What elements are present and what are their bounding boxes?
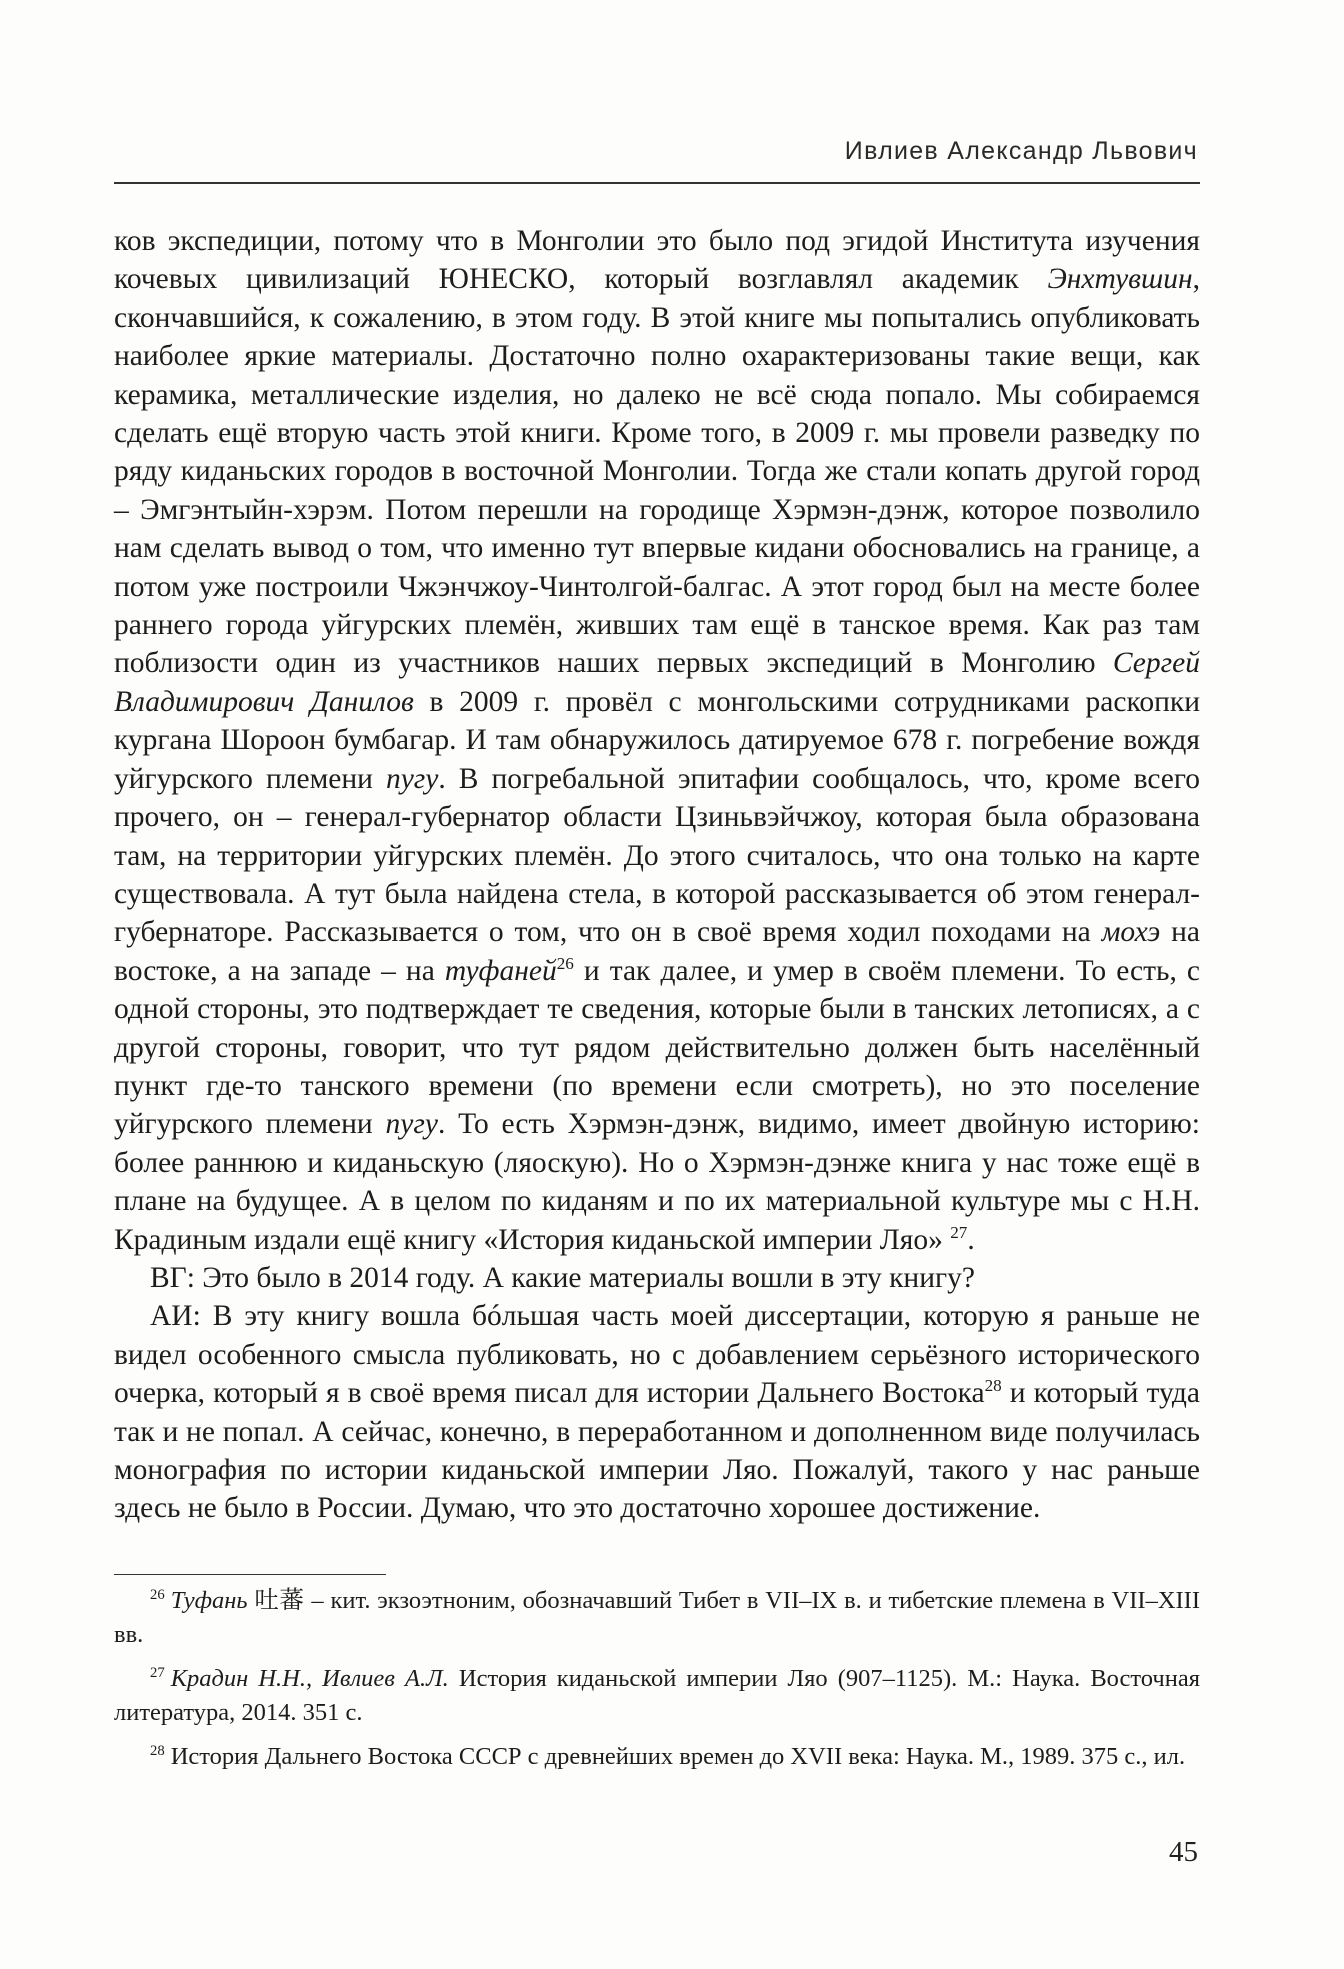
header-rule — [114, 182, 1200, 184]
italic-term: мохэ — [1101, 916, 1161, 949]
text-run: на востоке, а на западе – на — [114, 916, 1200, 987]
text-run: , скончавшийся, к сожалению, в этом году. В этой книге мы попытались опубликовать наиболее яркие материалы. Достаточно полно охарактеризованы такие вещи, как керамика, металлические изделия, но далеко не всё сюда попало. Мы собираемся сделать ещё вторую часть этой книги. Кроме того, в 2009 г. мы провели разведку по ряду киданьских городов в восточной Монголии. Тогда же стали копать другой город – Эмгэнтыйн-хэрэм. Потом перешли на городище Хэрмэн-дэнж, которое позволило нам сделать вывод о том, что именно тут впервые кидани обосновались на границе, а потом уже построили Чжэнчжоу-Чинтолгой-балгас. А этот город был на месте более раннего города уйгурских племён, живших там ещё в танское время. Как раз там поблизости один из участников наших первых экспедиций в Монголию — [114, 263, 1200, 680]
footnote-text: 吐蕃 – кит. экзоэтноним, обозначавший Тибет в VII–IX в. и тибетские племена в VII–XIII вв. — [114, 1587, 1200, 1648]
italic-name: Сергей Владимирович Данилов — [114, 647, 1200, 718]
footnote-mark: 28 — [150, 1742, 165, 1759]
paragraph-3 — [114, 1297, 1200, 1527]
footnote-text: История Дальнего Востока СССР с древнейших времен до XVII века: Наука. М., 1989. 375 с., ил. — [170, 1743, 1186, 1770]
footnote-28 — [114, 1740, 1200, 1774]
footnote-mark: 26 — [150, 1586, 165, 1603]
text-run: . В погребальной эпитафии сообщалось, что, кроме всего прочего, он – генерал-губернатор области Цзиньвэйчжоу, которая была образована там, на территории уйгурских племён. До этого считалось, что она только на карте существовала. А тут была найдена стела, в которой рассказывается об этом генерал-губернаторе. Рассказывается о том, что он в своё время ходил походами на — [114, 762, 1200, 949]
footnote-27 — [114, 1662, 1200, 1730]
footnote-mark: 27 — [150, 1664, 165, 1681]
italic-term: пугу — [385, 1108, 438, 1141]
running-head: Ивлиев Александр Львович — [844, 137, 1198, 165]
text-run: в 2009 г. провёл с монгольскими сотрудниками раскопки кургана Шороон бумбагар. И там обнаружилось датируемое 678 г. погребение вождя уйгурского племени — [114, 685, 1200, 795]
footnote-italic: Крадин Н.Н., Ивлиев А.Л. — [170, 1665, 449, 1692]
italic-term: туфаней — [444, 954, 557, 987]
footnote-rule — [114, 1574, 386, 1575]
footnote-ref-26[interactable]: 26 — [556, 953, 574, 973]
footnote-italic: Туфань — [170, 1587, 248, 1614]
footnote-26 — [114, 1584, 1200, 1652]
text-run: АИ: В эту книгу вошла бóльшая часть моей диссертации, которую я раньше не видел особенного смысла публиковать, но с добавлением серьёзного исторического очерка, который я в своё время писал для истории Дальнего Востока — [114, 1300, 1200, 1410]
paragraph-2: ВГ: Это было в 2014 году. А какие материалы вошли в эту книгу? — [150, 1261, 975, 1294]
italic-term: пугу — [385, 762, 439, 795]
page-number: 45 — [1169, 1836, 1198, 1868]
italic-name: Энхтувшин — [1047, 263, 1193, 296]
footnote-ref-27[interactable]: 27 — [950, 1222, 968, 1242]
paragraph-1 — [114, 222, 1200, 1259]
footnote-ref-28[interactable]: 28 — [984, 1376, 1002, 1396]
text-run: . — [967, 1223, 975, 1256]
main-text — [114, 222, 1200, 1528]
footnotes — [114, 1584, 1200, 1784]
text-run: . То есть Хэрмэн-дэнж, видимо, имеет двойную историю: более раннюю и киданьскую (ляоскую). Но о Хэрмэн-дэнже книга у нас тоже ещё в плане на будущее. А в целом по киданям и по их материальной культуре мы с Н.Н. Крадиным издали ещё книгу «История киданьской империи Ляо» — [114, 1108, 1200, 1256]
footnote-text: История киданьской империи Ляо (907–1125). М.: Наука. Восточная литература, 2014. 351 с. — [114, 1665, 1200, 1726]
text-run: и который туда так и не попал. А сейчас, конечно, в переработанном и дополненном виде получилась монография по истории киданьской империи Ляо. Пожалуй, такого у нас раньше здесь не было в России. Думаю, что это достаточно хорошее достижение. — [114, 1377, 1200, 1525]
text-run: и так далее, и умер в своём племени. То есть, с одной стороны, это подтверждает те сведения, которые были в танских летописях, а с другой стороны, говорит, что тут рядом действительно должен быть населённый пункт где-то танского времени (по времени если смотреть), но это поселение уйгурского племени — [114, 954, 1200, 1141]
text-run: ков экспедиции, потому что в Монголии это было под эгидой Института изучения кочевых цивилизаций ЮНЕСКО, который возглавлял академик — [114, 225, 1200, 296]
